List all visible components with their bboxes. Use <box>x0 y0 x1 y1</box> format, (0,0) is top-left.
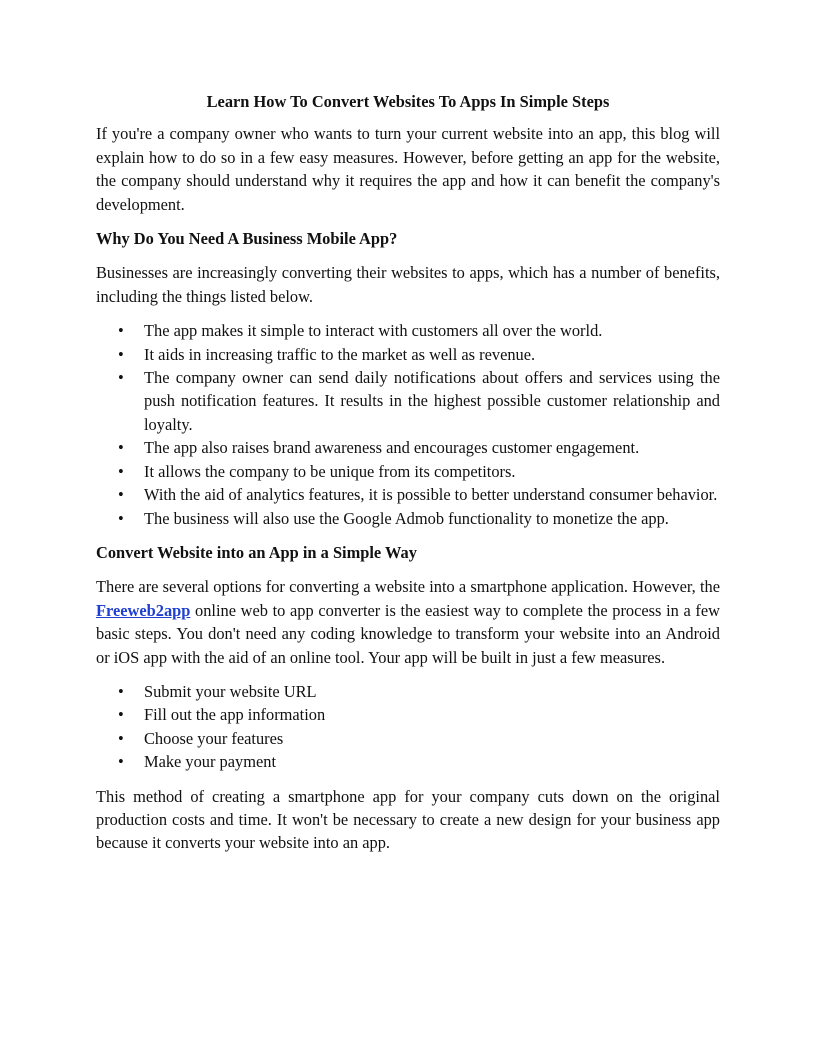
paragraph-text-before-link: There are several options for converting a website into a smartphone application. However, the <box>96 577 720 597</box>
section-heading-convert: Convert Website into an App in a Simple Way <box>96 542 417 562</box>
list-item: • Submit your website URL <box>96 680 720 703</box>
list-item: • Choose your features <box>96 727 720 750</box>
document-page <box>96 90 720 866</box>
list-item: • The app makes it simple to interact with customers all over the world. <box>96 319 720 342</box>
list-item: • It aids in increasing traffic to the market as well as revenue. <box>96 343 720 366</box>
section-why-paragraph: Businesses are increasingly converting their websites to apps, which has a number of benefits, including the things listed below. <box>96 263 720 306</box>
list-item: • The business will also use the Google Admob functionality to monetize the app. <box>96 507 720 530</box>
freeweb2app-link[interactable]: Freeweb2app <box>96 600 191 620</box>
benefits-list <box>96 319 720 530</box>
list-item: • The company owner can send daily notifications about offers and services using the push notification features. It results in the highest possible customer relationship and loyalty. <box>96 366 720 436</box>
list-item: • With the aid of analytics features, it is possible to better understand consumer behavior. <box>96 483 720 506</box>
list-item: • It allows the company to be unique from its competitors. <box>96 460 720 483</box>
document-title: Learn How To Convert Websites To Apps In Simple Steps <box>206 92 610 111</box>
section-convert-paragraph <box>96 575 720 669</box>
steps-list <box>96 680 720 774</box>
list-item: • The app also raises brand awareness and encourages customer engagement. <box>96 436 720 459</box>
section-heading-why: Why Do You Need A Business Mobile App? <box>96 229 398 249</box>
closing-paragraph: This method of creating a smartphone app for your company cuts down on the original production costs and time. It won't be necessary to create a new design for your business app because it converts your website into an app. <box>96 786 720 853</box>
list-item: • Fill out the app information <box>96 703 720 726</box>
paragraph-text-after-link: online web to app converter is the easiest way to complete the process in a few basic steps. You don't need any coding knowledge to transform your website into an Android or iOS app with the aid of an online tool. Your app will be built in just a few measures. <box>96 600 720 667</box>
list-item: • Make your payment <box>96 750 720 773</box>
intro-paragraph: If you're a company owner who wants to turn your current website into an app, this blog will explain how to do so in a few easy measures. However, before getting an app for the website, the company should understand why it requires the app and how it can benefit the company's development. <box>96 124 720 214</box>
